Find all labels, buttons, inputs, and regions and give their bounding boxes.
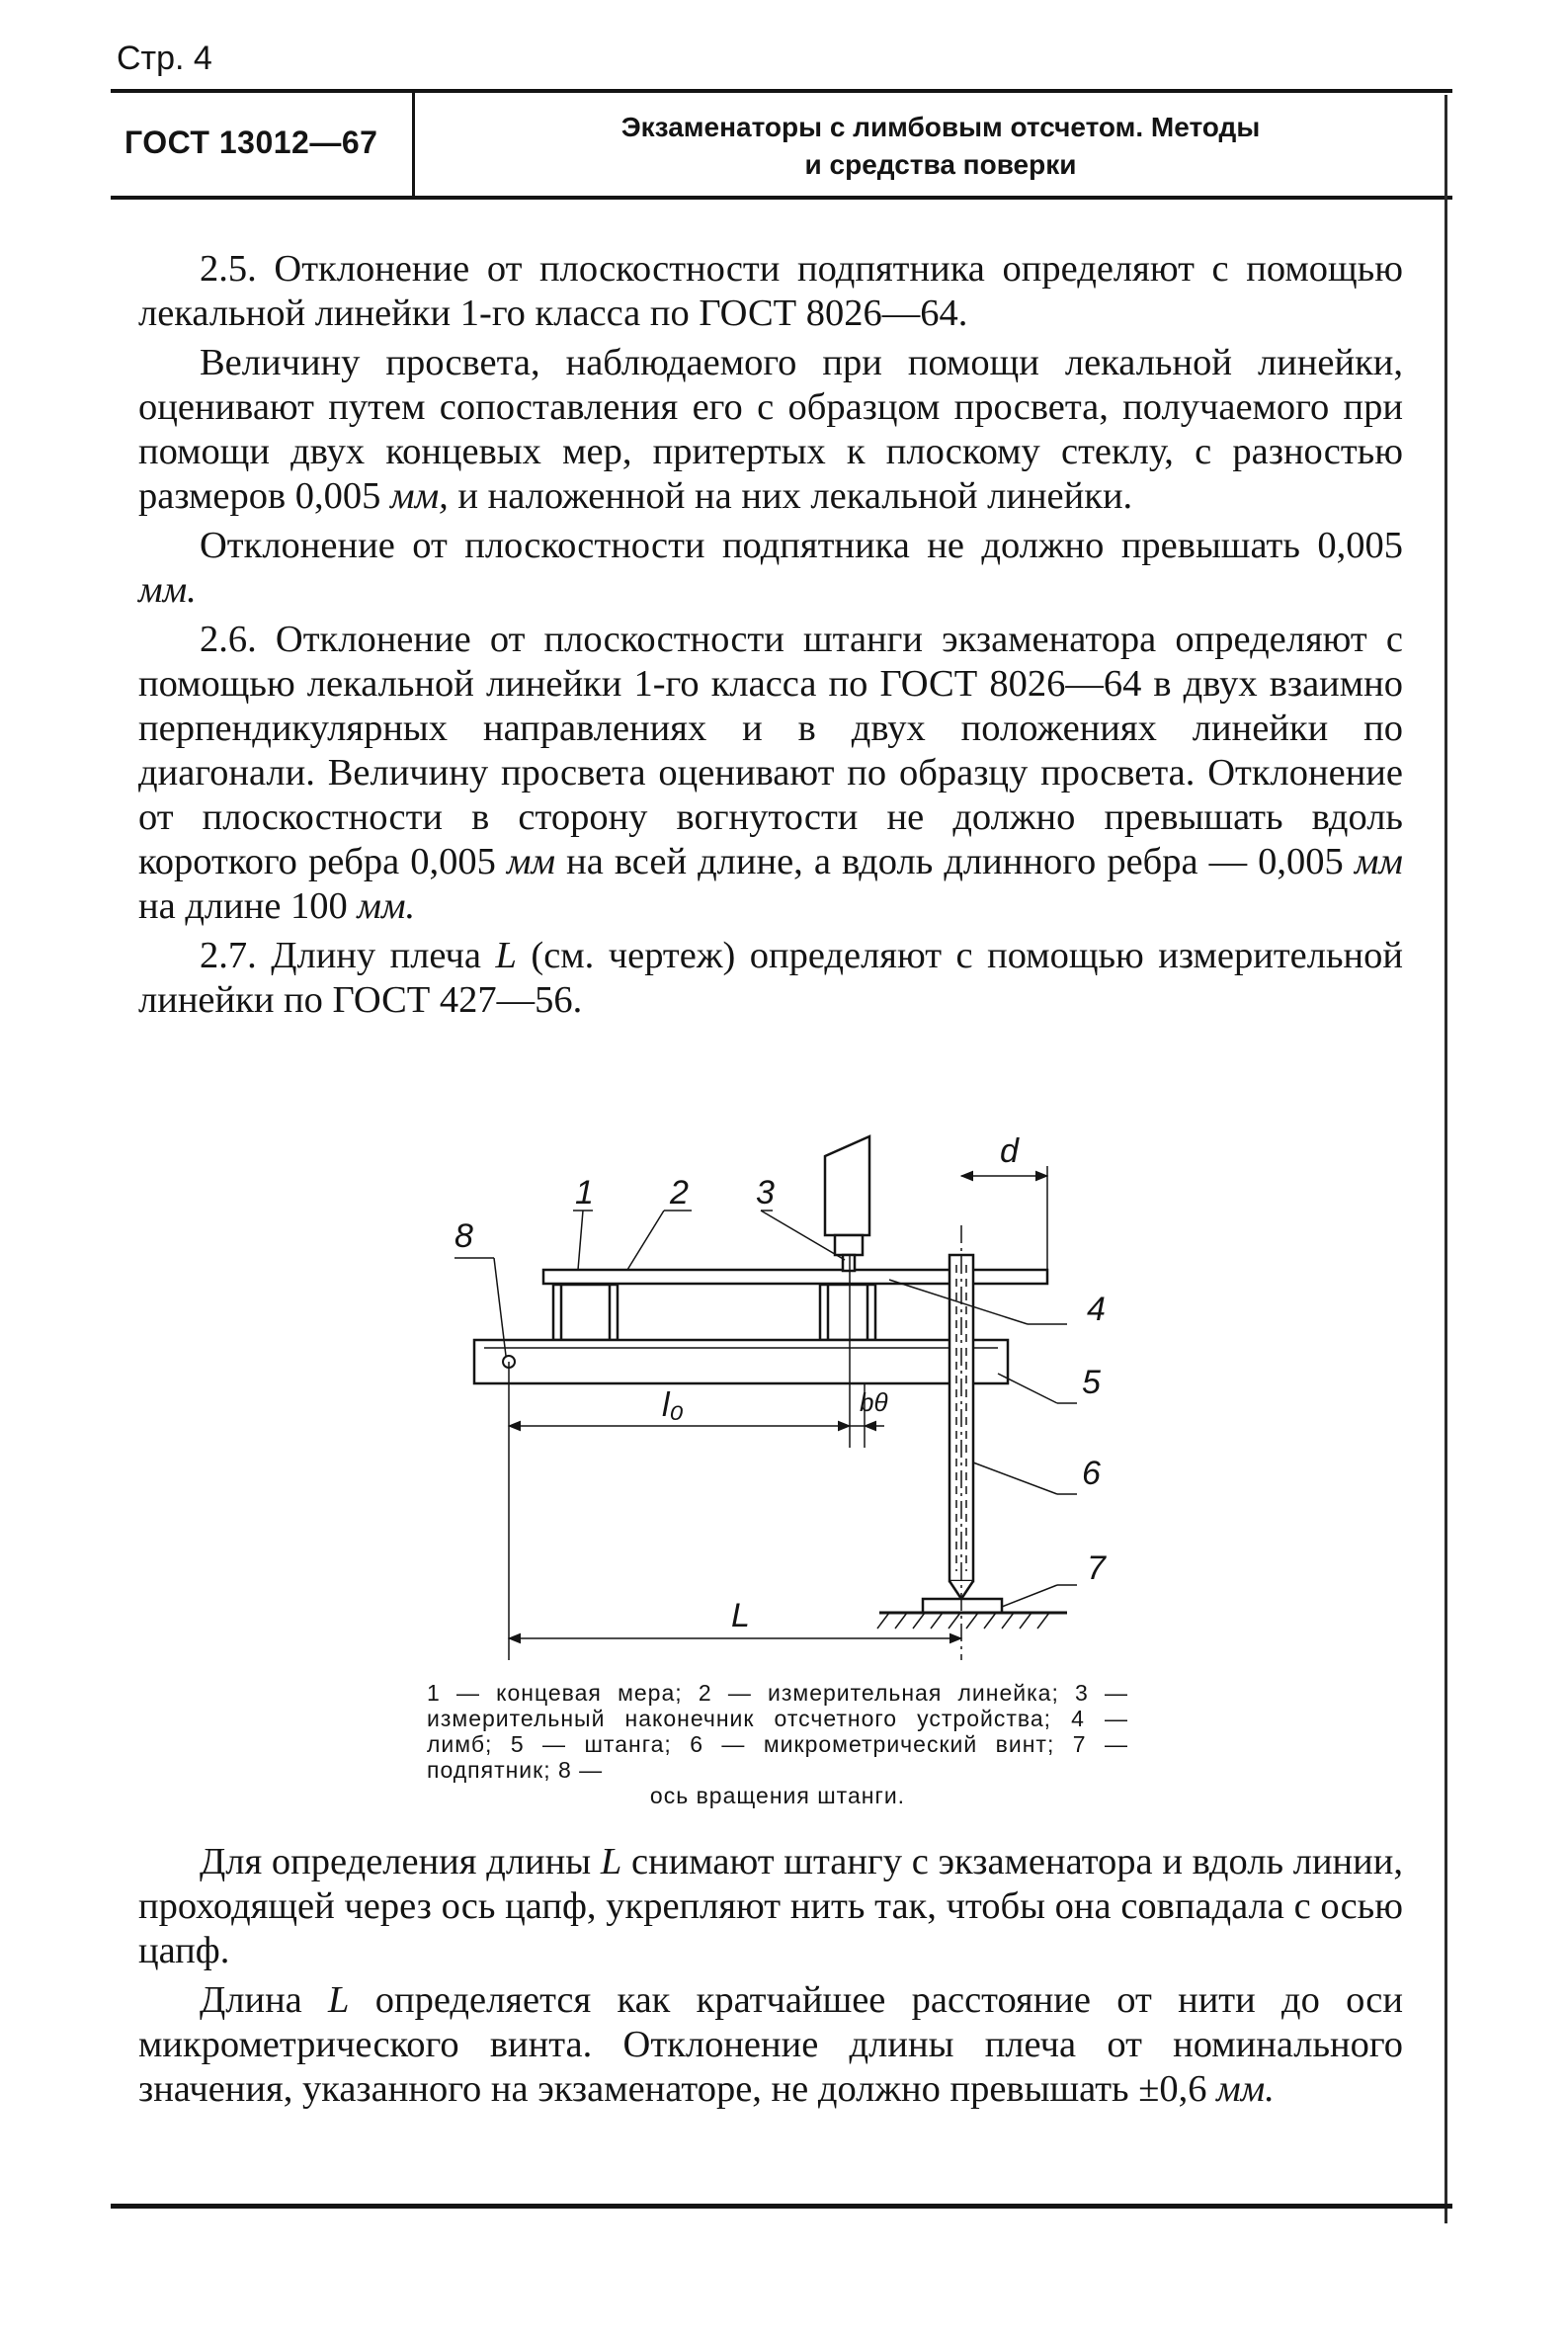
document-title xyxy=(437,109,1444,184)
bar xyxy=(474,1340,1008,1383)
p2-unit: мм, xyxy=(390,475,449,517)
label-b0: bθ xyxy=(860,1387,888,1417)
caption-last-line: ось вращения штанги. xyxy=(649,1783,906,1808)
standard-number: ГОСТ 13012—67 xyxy=(124,125,378,160)
indicator-body xyxy=(825,1136,869,1235)
label-7: 7 xyxy=(1087,1549,1106,1587)
thrust-pad xyxy=(923,1599,1002,1613)
footer-rule xyxy=(111,2204,1452,2209)
body-text-continued xyxy=(138,1840,1403,2112)
paragraph-2-6 xyxy=(138,618,1403,929)
p4-text-a: 2.6. Отклонение от плоскостности штанги экзаменатора определяют с помощью лекальной линейки 1-го класса по ГОСТ 8026—64 в двух взаимно перпендикулярных направлениях и в двух положениях линейки по диагонали. Величину просвета оценивают по образцу просвета. Отклонение от плоскостности в сторону вогнутости не должно превышать вдоль короткого ребра 0,005 xyxy=(138,619,1403,882)
p5-text-a: 2.7. Длину плеча xyxy=(200,935,496,976)
p7-symbol-L: L xyxy=(328,1979,350,2021)
p4-unit-3: мм. xyxy=(357,885,416,927)
header-divider xyxy=(412,93,415,196)
page-header xyxy=(111,89,1452,200)
p5-symbol-L: L xyxy=(495,935,517,976)
p6-text-a: Для определения длины xyxy=(200,1841,601,1882)
header-top-rule xyxy=(111,89,1452,93)
p7-text-a: Длина xyxy=(200,1979,329,2021)
p4-unit-1: мм xyxy=(506,841,556,882)
p1-text: 2.5. Отклонение от плоскостности подпятника определяют с помощью лекальной линейки 1-го класса по ГОСТ 8026—64. xyxy=(138,248,1403,334)
paragraph-2-5 xyxy=(138,247,1403,336)
label-L: L xyxy=(731,1597,750,1634)
p2-text-a: Величину просвета, наблюдаемого при помощи лекальной линейки, оценивают путем сопоставления его с образцом просвета, получаемого при помощи двух концевых мер, притертых к плоскому стеклу, с разностью размеров 0,005 xyxy=(138,342,1403,517)
paragraph-2-7 xyxy=(138,934,1403,1023)
p7-unit: мм. xyxy=(1216,2068,1275,2110)
p5-text-b: (см. чертеж) определяют с помощью измерительной линейки по ГОСТ 427—56. xyxy=(138,935,1403,1021)
figure-caption xyxy=(427,1680,1128,1808)
gauge-block-left xyxy=(553,1285,618,1340)
paragraph-length-procedure xyxy=(138,1840,1403,1973)
caption-text: 1 — концевая мера; 2 — измерительная линейка; 3 — измерительный наконечник отсчетного устройства; 4 — лимб; 5 — штанга; 6 — микрометрический винт; 7 — подпятник; 8 — xyxy=(427,1680,1128,1783)
label-4: 4 xyxy=(1087,1291,1106,1328)
page-number: Стр. 4 xyxy=(117,40,212,77)
label-8: 8 xyxy=(454,1217,473,1255)
label-1: 1 xyxy=(575,1174,594,1212)
p2-text-b: и наложенной на них лекальной линейки. xyxy=(448,475,1133,517)
paragraph-flatness-limit xyxy=(138,524,1403,613)
p6-text-b: снимают штангу с экзаменатора и вдоль линии, проходящей через ось цапф, укрепляют нить так, чтобы она совпадала с осью цапф. xyxy=(138,1841,1403,1971)
p6-symbol-L: L xyxy=(600,1841,622,1882)
p3-text-a: Отклонение от плоскостности подпятника не должно превышать 0,005 xyxy=(200,525,1403,566)
body-text xyxy=(138,247,1403,1023)
label-5: 5 xyxy=(1082,1364,1101,1401)
right-margin-rule xyxy=(1444,95,1447,2223)
label-2: 2 xyxy=(670,1174,689,1212)
header-bottom-rule xyxy=(111,196,1452,200)
examiner-drawing xyxy=(435,1127,1146,1660)
title-line-1: Экзаменаторы с лимбовым отсчетом. Методы xyxy=(620,112,1261,142)
label-l0: l₀ xyxy=(662,1386,684,1424)
p4-text-b: на всей длине, а вдоль длинного ребра — 0,005 xyxy=(555,841,1355,882)
p4-text-c: на длине 100 xyxy=(138,885,358,927)
label-6: 6 xyxy=(1082,1455,1101,1492)
title-line-2: и средства поверки xyxy=(804,149,1077,180)
paragraph-length-definition xyxy=(138,1978,1403,2112)
paragraph-gap-estimation xyxy=(138,341,1403,519)
label-d: d xyxy=(1000,1132,1019,1170)
p7-text-b: определяется как кратчайшее расстояние от нити до оси микрометрического винта. Отклонение длины плеча от номинального значения, указанного на экзаменаторе, не должно превышать ±0,6 xyxy=(138,1979,1403,2110)
label-3: 3 xyxy=(756,1174,775,1212)
p4-unit-2: мм xyxy=(1354,841,1403,882)
p3-unit: мм. xyxy=(138,569,197,611)
